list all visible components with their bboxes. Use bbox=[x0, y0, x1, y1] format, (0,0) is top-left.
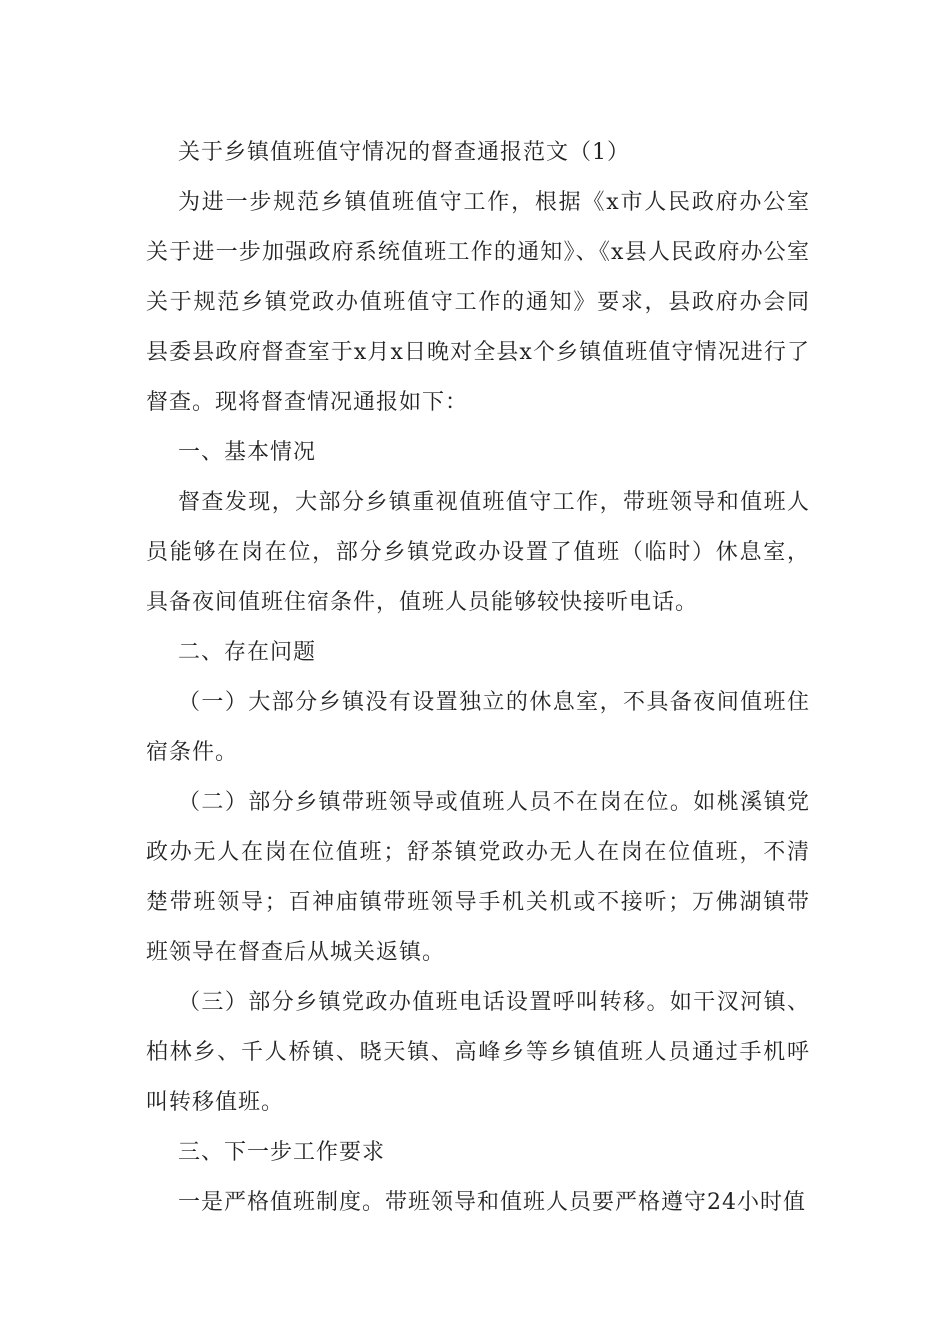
paragraph-basic-situation: 督查发现，大部分乡镇重视值班值守工作，带班领导和值班人员能够在岗在位，部分乡镇党政办设置了值班（临时）休息室，具备夜间值班住宿条件，值班人员能够较快接听电话。 bbox=[146, 490, 810, 615]
paragraph-next-step-1: 一是严格值班制度。带班领导和值班人员要严格遵守24小时值 bbox=[178, 1190, 806, 1215]
document-title: 关于乡镇值班值守情况的督查通报范文（1） bbox=[178, 140, 630, 165]
heading-problems: 二、存在问题 bbox=[178, 640, 317, 665]
paragraph-problem-2: （二）部分乡镇带班领导或值班人员不在岗在位。如桃溪镇党政办无人在岗在位值班；舒茶镇党政办无人在岗在位值班，不清楚带班领导；百神庙镇带班领导手机关机或不接听；万佛湖镇带班领导在督查后从城关返镇。 bbox=[146, 790, 810, 965]
heading-next-steps: 三、下一步工作要求 bbox=[178, 1140, 386, 1165]
heading-basic-situation: 一、基本情况 bbox=[178, 440, 317, 465]
paragraph-intro: 为进一步规范乡镇值班值守工作，根据《x市人民政府办公室关于进一步加强政府系统值班工作的通知》、《x县人民政府办公室关于规范乡镇党政办值班值守工作的通知》要求，县政府办会同县委县政府督查室于x月x日晚对全县x个乡镇值班值守情况进行了督查。现将督查情况通报如下： bbox=[146, 190, 810, 415]
paragraph-problem-1: （一）大部分乡镇没有设置独立的休息室，不具备夜间值班住宿条件。 bbox=[146, 690, 810, 765]
paragraph-problem-3: （三）部分乡镇党政办值班电话设置呼叫转移。如干汊河镇、柏林乡、千人桥镇、晓天镇、高峰乡等乡镇值班人员通过手机呼叫转移值班。 bbox=[146, 990, 810, 1115]
